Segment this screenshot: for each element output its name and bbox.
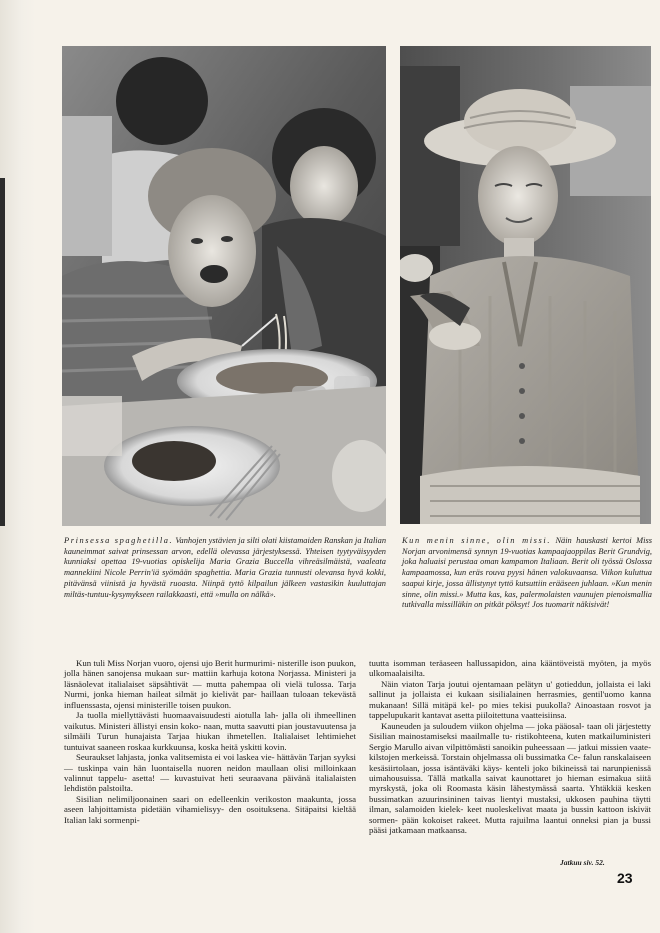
- caption-right-text: Näin hauskasti kertoi Miss Norjan arvonimensä synnyn 19-vuotias kampaajaoppilas Berit Grundvig, joka haluaisi perustaa oman kampamon Italiaan. Berit oli työssä Oslossa kampaamossa, kun eräs rouva pyysi hänen valokuvaansa. Viikon kuluttua saapui kirje, jossa ällistynyt tyttö kutsuttiin erääseen juhlaan. »Kun menin sinne, olin missi.» Mutta kas, kas, palermolaisten vaunujen pienoismallia tutkivalla missilläkin on pitkät pöksyt! Jos tuomarit näkisivät!: [402, 536, 652, 610]
- article-column-left: [64, 658, 356, 825]
- photo-spaghetti-princess: [62, 46, 386, 526]
- continued-note: Jatkuu siv. 52.: [560, 858, 605, 867]
- article-paragraph: Ja tuolla miellyttävästi huomaavaisuudesti aiotulla lah- jalla oli ihmeellinen vaikutus. Ministeri ällistyi ensin koko- naan, mutta saavutti pian joustavuutensa ja silmäili Turun hunajaista Tarjaa hiukan ihmetellen. Italialaiset lehtimiehet tuntuivat saaneen roskaa kurkkuunsa, koska heitä yskitti kovin.: [64, 710, 356, 752]
- caption-right: [402, 536, 652, 611]
- article-paragraph: Kun tuli Miss Norjan vuoro, ojensi ujo Berit hurmurimi- nisterille ison puukon, jolla hänen sanojensa mukaan sur- mattiin karhuja kotona Norjassa. Ministeri ja läsnäolevat italialaiset säpsähtivät — mutta pahempaa oli vielä tulossa. Tarja Nurmi, jonka hieman haileat silmät jo kielivät par- haillaan tuloaan tekevästä influenssasta, ojensi ministerille toisen puukon.: [64, 658, 356, 710]
- photo-miss-norway: [400, 46, 651, 524]
- caption-left-text: Vanhojen ystävien ja silti olati kiistamaiden Ranskan ja Italian kauneimmat saivat prinsessan arvon, edellä olevassa järjestyksessä. Yhteisen tyytyväisyyden kunniaksi opettaa 19-vuotias opiskelija Maria Grazia Buccella vihreäsilmäistä, vaaleata mannekiini Nicole Perrin'iä syömään spaghettia. Maria Grazia tunnusti olevansa hyvä kokki, pitävänsä viinistä ja hyvästä ruoasta. Niinpä tyttö kilpailun jälkeen vastasikin kuuluttajan miltäs-tuntuu-kysymykseen railakkaasti, että »mulla on nälkä».: [64, 536, 387, 599]
- article-paragraph: Sisilian nelimiljoonainen saari on edelleenkin verikoston maakunta, jossa aseen lahjoittamista pidetään vihamielisyy- den osoituksena. Sitäpaitsi kieltää Italian laki sormenpi-: [64, 793, 356, 825]
- caption-right-lead: Kun menin sinne, olin missi.: [402, 536, 552, 545]
- article-paragraph: tuutta isomman teräaseen hallussapidon, aina kääntöveistä myöten, ja myös ulkomaalaisilta.: [369, 658, 651, 679]
- caption-left-lead: Prinsessa spaghetilla.: [64, 536, 174, 545]
- article-paragraph: Kauneuden ja suloudem viikon ohjelma — joka pääosal- taan oli järjestetty Sisilian mainostamiseksi maailmalle tu- ristikohteena, kuten matkailuministeri Sergio Marullo aivan vilpittömästi sanoikin puheessaan — jatkui missien vaate- kilstojen merkeissä. Torstain ohjelmassa oli bussimatka Ce- falun ranskalaiseen kesäsiirtolaan, jossa isäntäväki käys- kenteli joko bikineissä tai narunpienissä uimahousuissa. Tällä matkalla saivat kaunottaret jo hieman esimakua siitä myrskystä, joka oli Roomasta käsin lähestymässä saarta. Yhtäkkiä kesken bussimatkan azuurinsininen taivas lientyi mustaksi, ukkosen pauhina täytti ilman, salamoiden kielek- keet nuoleskelivat maata ja bussin kattoon iskivät sormen- pään kokoiset rakeet. Mutta rajuilma laantui onneksi pian ja bussi pääsi jatkamaan matkaansa.: [369, 720, 651, 836]
- previous-page-edge: [0, 178, 5, 526]
- page-number: 23: [617, 870, 633, 886]
- article-column-right: [369, 658, 651, 836]
- article-paragraph: Seuraukset lahjasta, jonka valitsemista ei voi laskea vie- hättävän Tarjan syyksi — tuskinpa vain hän luontaisella nuoren neidon maullaan olisi milloinkaan valinnut tappelu- asetta! — kuvastuivat heti seuraavana päivänä italialaisten lehdistön palstoilta.: [64, 752, 356, 794]
- article-paragraph: Näin viaton Tarja joutui ojentamaan pelätyn u' gotieddun, jollaista ei laki sallinut ja jollaista ei kukaan sisilialainen herrasmies, gentil'uomo kanna mukanaan! Sillä mitäpä kel- po mies tekisi puukolla? Ainoastaan rosvot ja tappelupukarit kantavat asetta piiloitettuna vaatteisiinsa.: [369, 678, 651, 721]
- caption-left: [64, 536, 386, 600]
- page-binding-shadow: [0, 0, 36, 933]
